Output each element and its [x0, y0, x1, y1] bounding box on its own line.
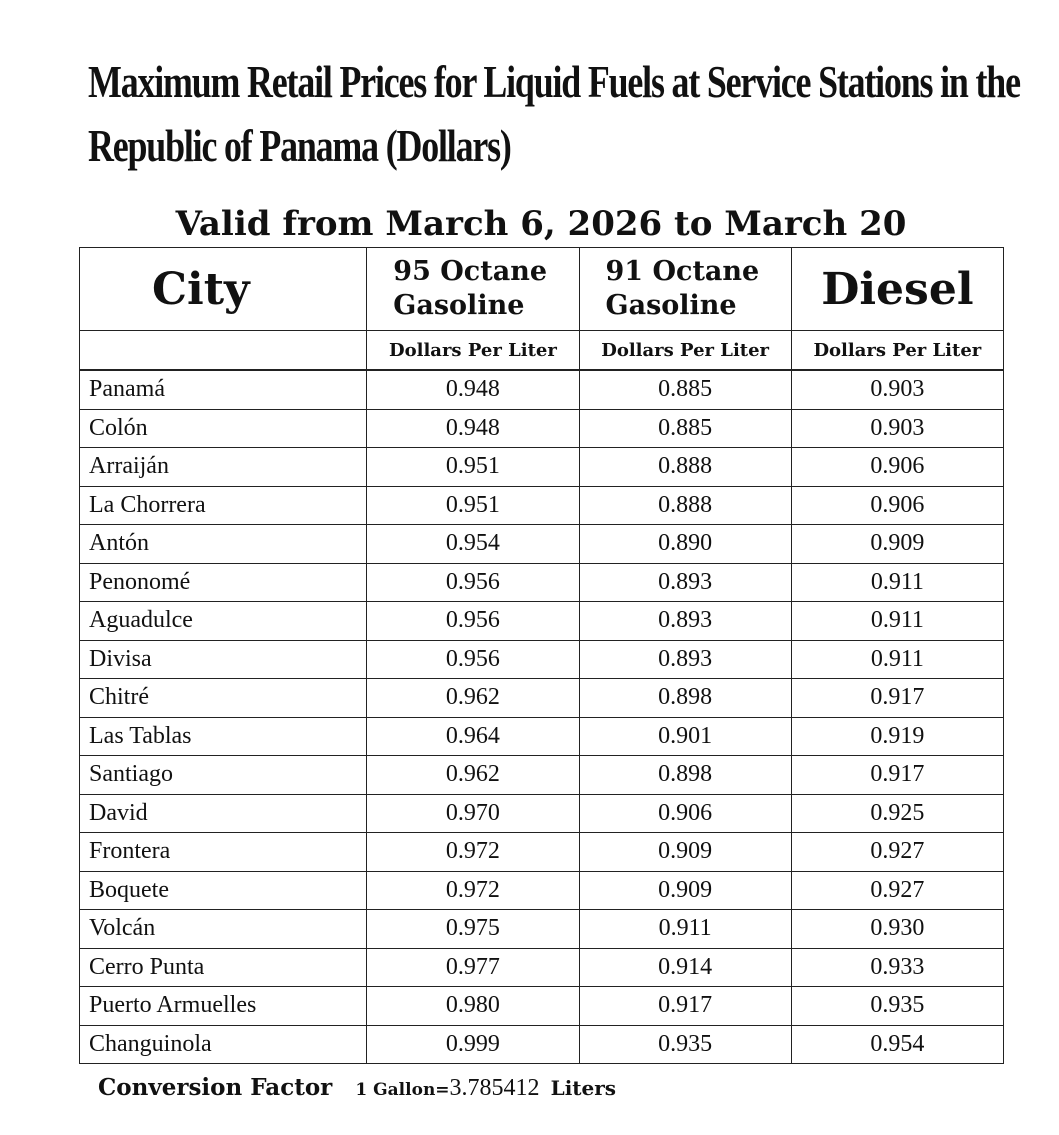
price-95-cell: 0.964 — [367, 717, 579, 756]
table-row — [80, 525, 1004, 564]
city-cell: Colón — [80, 409, 367, 448]
table-row — [80, 679, 1004, 718]
unit-row — [80, 331, 1004, 371]
price-diesel-cell: 0.925 — [791, 794, 1003, 833]
price-91-cell: 0.898 — [579, 756, 791, 795]
price-diesel-cell: 0.930 — [791, 910, 1003, 949]
city-cell: La Chorrera — [80, 486, 367, 525]
price-95-cell: 0.956 — [367, 640, 579, 679]
table-row — [80, 717, 1004, 756]
city-cell: Las Tablas — [80, 717, 367, 756]
price-diesel-cell: 0.909 — [791, 525, 1003, 564]
conversion-factor — [98, 1074, 616, 1102]
city-cell: Aguadulce — [80, 602, 367, 641]
price-91-cell: 0.901 — [579, 717, 791, 756]
price-diesel-cell: 0.903 — [791, 409, 1003, 448]
unit-91: Dollars Per Liter — [579, 331, 791, 371]
header-row — [80, 248, 1004, 331]
city-cell: Penonomé — [80, 563, 367, 602]
table-row — [80, 871, 1004, 910]
price-95-cell: 0.999 — [367, 1025, 579, 1064]
price-91-cell: 0.885 — [579, 370, 791, 409]
price-95-cell: 0.977 — [367, 948, 579, 987]
price-91-cell: 0.906 — [579, 794, 791, 833]
table-row — [80, 563, 1004, 602]
table-row — [80, 486, 1004, 525]
price-diesel-cell: 0.917 — [791, 756, 1003, 795]
price-95-cell: 0.962 — [367, 756, 579, 795]
price-95-cell: 0.956 — [367, 602, 579, 641]
price-diesel-cell: 0.927 — [791, 833, 1003, 872]
price-91-cell: 0.893 — [579, 602, 791, 641]
price-diesel-cell: 0.911 — [791, 602, 1003, 641]
price-91-cell: 0.935 — [579, 1025, 791, 1064]
city-cell: David — [80, 794, 367, 833]
header-91-octane — [579, 248, 791, 331]
conversion-unit: Liters — [550, 1076, 617, 1100]
conversion-label: Conversion Factor — [98, 1074, 333, 1101]
price-diesel-cell: 0.906 — [791, 486, 1003, 525]
header-95-line2: Gasoline — [393, 290, 525, 321]
header-91-line1: 91 Octane — [605, 256, 760, 287]
price-91-cell: 0.888 — [579, 448, 791, 487]
price-91-cell: 0.914 — [579, 948, 791, 987]
price-diesel-cell: 0.903 — [791, 370, 1003, 409]
price-91-cell: 0.885 — [579, 409, 791, 448]
city-cell: Frontera — [80, 833, 367, 872]
table-row — [80, 409, 1004, 448]
table-row — [80, 1025, 1004, 1064]
city-cell: Puerto Armuelles — [80, 987, 367, 1026]
conversion-equation: 1 Gallon= — [355, 1080, 450, 1100]
price-95-cell: 0.972 — [367, 833, 579, 872]
price-diesel-cell: 0.911 — [791, 563, 1003, 602]
price-95-cell: 0.962 — [367, 679, 579, 718]
price-95-cell: 0.948 — [367, 409, 579, 448]
price-95-cell: 0.951 — [367, 486, 579, 525]
price-rows — [80, 370, 1004, 1064]
price-95-cell: 0.972 — [367, 871, 579, 910]
table-row — [80, 833, 1004, 872]
price-91-cell: 0.888 — [579, 486, 791, 525]
header-91-line2: Gasoline — [605, 290, 737, 321]
price-diesel-cell: 0.954 — [791, 1025, 1003, 1064]
header-95-line1: 95 Octane — [393, 256, 548, 287]
table-row — [80, 794, 1004, 833]
price-diesel-cell: 0.935 — [791, 987, 1003, 1026]
price-91-cell: 0.890 — [579, 525, 791, 564]
price-91-cell: 0.909 — [579, 833, 791, 872]
city-cell: Boquete — [80, 871, 367, 910]
price-diesel-cell: 0.919 — [791, 717, 1003, 756]
conversion-value: 3.785412 — [449, 1075, 540, 1101]
table-row — [80, 640, 1004, 679]
price-95-cell: 0.954 — [367, 525, 579, 564]
price-91-cell: 0.911 — [579, 910, 791, 949]
table-row — [80, 448, 1004, 487]
header-city: City — [80, 248, 367, 331]
table-row — [80, 948, 1004, 987]
city-cell: Volcán — [80, 910, 367, 949]
price-95-cell: 0.951 — [367, 448, 579, 487]
price-95-cell: 0.948 — [367, 370, 579, 409]
fuel-price-table — [79, 247, 1004, 1064]
city-cell: Cerro Punta — [80, 948, 367, 987]
header-95-octane — [367, 248, 579, 331]
table-row — [80, 910, 1004, 949]
header-diesel: Diesel — [791, 248, 1003, 331]
price-diesel-cell: 0.906 — [791, 448, 1003, 487]
unit-diesel: Dollars Per Liter — [791, 331, 1003, 371]
price-diesel-cell: 0.927 — [791, 871, 1003, 910]
price-diesel-cell: 0.917 — [791, 679, 1003, 718]
page-title: Maximum Retail Prices for Liquid Fuels at Service Stations in the Republic of Panama (Dollars) — [88, 56, 1020, 171]
city-cell: Divisa — [80, 640, 367, 679]
price-95-cell: 0.956 — [367, 563, 579, 602]
city-cell: Arraiján — [80, 448, 367, 487]
unit-95: Dollars Per Liter — [367, 331, 579, 371]
price-95-cell: 0.970 — [367, 794, 579, 833]
price-95-cell: 0.975 — [367, 910, 579, 949]
price-95-cell: 0.980 — [367, 987, 579, 1026]
city-cell: Chitré — [80, 679, 367, 718]
unit-empty-cell — [80, 331, 367, 371]
price-91-cell: 0.893 — [579, 563, 791, 602]
validity-subtitle: Valid from March 6, 2026 to March 20 — [175, 204, 907, 244]
price-91-cell: 0.917 — [579, 987, 791, 1026]
price-91-cell: 0.893 — [579, 640, 791, 679]
table-row — [80, 987, 1004, 1026]
table-row — [80, 370, 1004, 409]
price-diesel-cell: 0.933 — [791, 948, 1003, 987]
city-cell: Changuinola — [80, 1025, 367, 1064]
table-row — [80, 756, 1004, 795]
city-cell: Panamá — [80, 370, 367, 409]
city-cell: Santiago — [80, 756, 367, 795]
table-row — [80, 602, 1004, 641]
price-diesel-cell: 0.911 — [791, 640, 1003, 679]
city-cell: Antón — [80, 525, 367, 564]
price-91-cell: 0.898 — [579, 679, 791, 718]
price-91-cell: 0.909 — [579, 871, 791, 910]
